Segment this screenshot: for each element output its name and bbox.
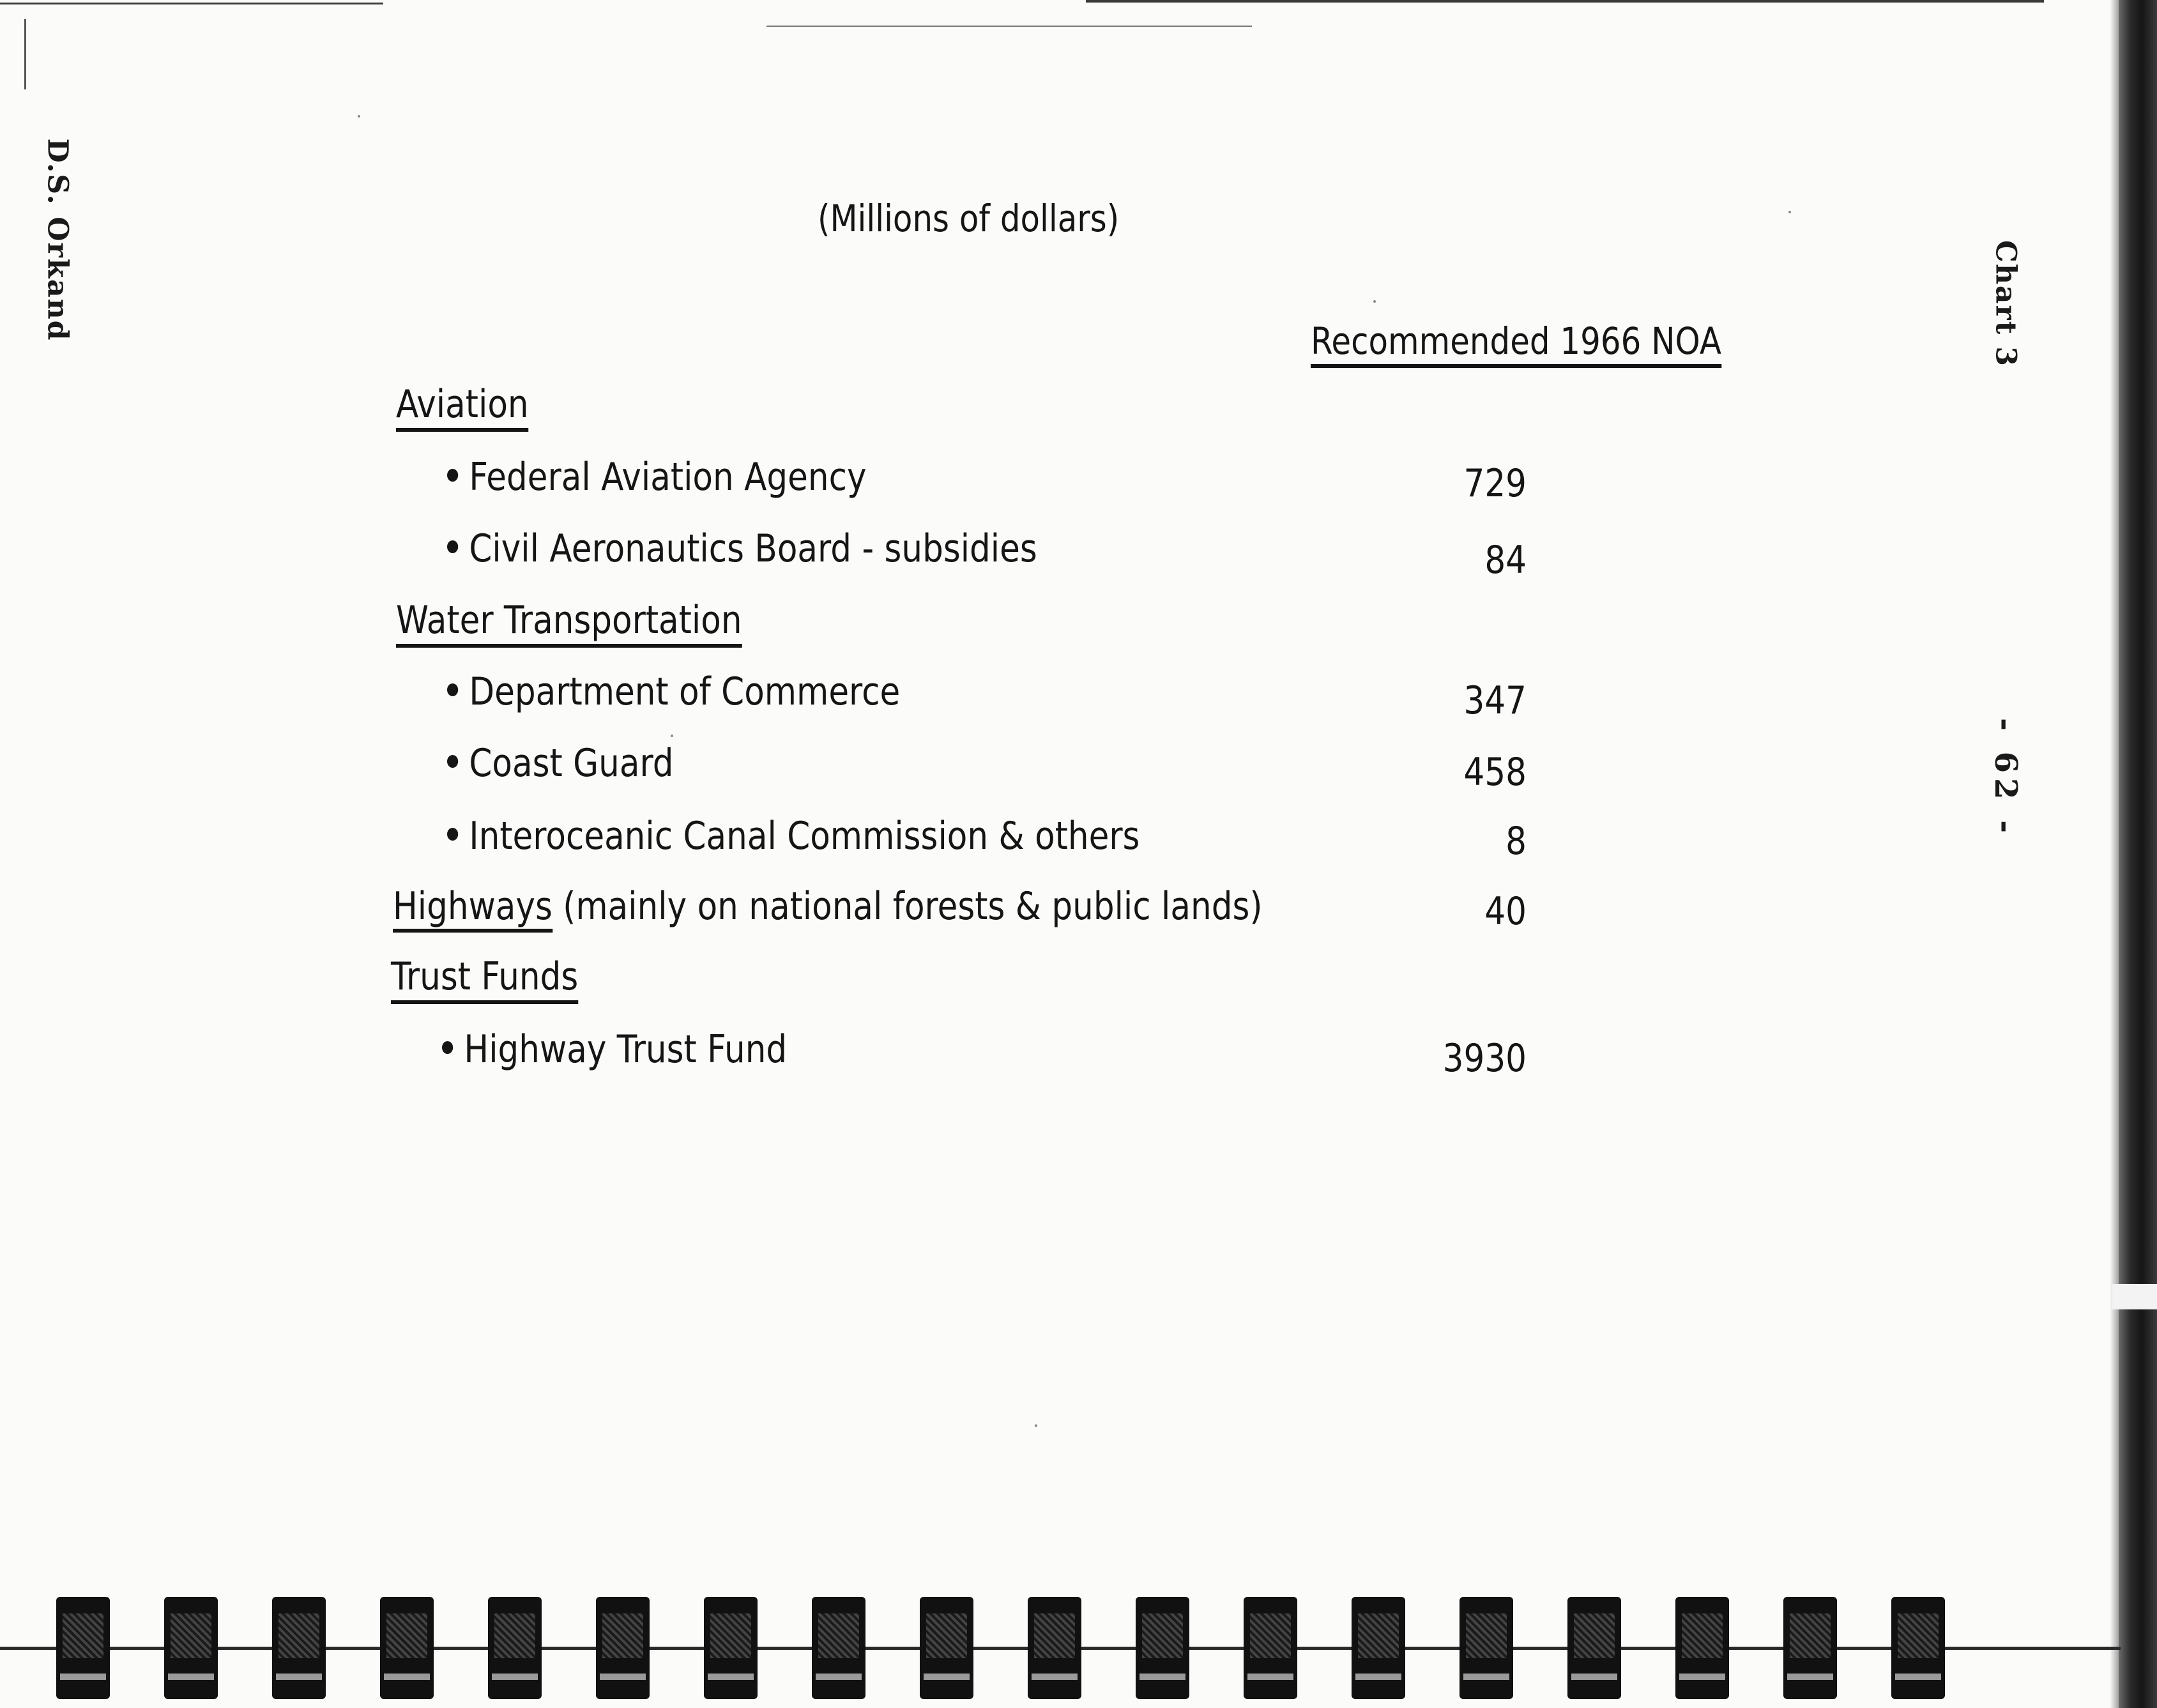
table-row (0, 669, 1597, 727)
bullet-icon (447, 755, 458, 768)
category-note: (mainly on national forests & public lands) (552, 884, 1263, 929)
binding-ring (1567, 1597, 1621, 1699)
left-edge-mark (24, 19, 26, 89)
binding-ring (164, 1597, 218, 1699)
binding-ring (920, 1597, 973, 1699)
bullet-icon (447, 540, 458, 553)
binding-ring (1675, 1597, 1729, 1699)
item-label (442, 1027, 787, 1072)
author-label: D.S. Orkand (41, 138, 74, 342)
item-label (447, 669, 900, 714)
category-label: Highways (393, 884, 553, 933)
binding-ring (488, 1597, 542, 1699)
table-row (0, 884, 1597, 942)
bullet-icon (447, 828, 458, 841)
bullet-icon (447, 469, 458, 482)
item-value: 729 (1463, 461, 1527, 506)
binding-ring (56, 1597, 110, 1699)
table-row (0, 455, 1597, 512)
chart-number-label: Chart 3 (1989, 240, 2022, 367)
item-value: 8 (1505, 819, 1527, 864)
column-header: Recommended 1966 NOA (1311, 319, 1721, 368)
binding-ring (704, 1597, 758, 1699)
top-edge-mark (1086, 0, 2044, 3)
top-edge-mark (0, 3, 383, 4)
scan-speck (1373, 300, 1376, 303)
binding-ring (1352, 1597, 1405, 1699)
item-label-text: Federal Aviation Agency (469, 455, 867, 499)
binding-ring (812, 1597, 865, 1699)
table-row (0, 814, 1597, 871)
item-label (447, 455, 867, 499)
page-number: - 62 - (1988, 717, 2024, 839)
item-value: 84 (1484, 538, 1527, 583)
binding-ring (1244, 1597, 1297, 1699)
units-title: (Millions of dollars) (818, 197, 1120, 240)
item-label-text: Department of Commerce (469, 669, 901, 714)
bullet-icon (442, 1041, 453, 1054)
item-label-text: Highway Trust Fund (464, 1027, 788, 1072)
top-edge-mark (766, 26, 1252, 27)
scan-speck (1788, 211, 1791, 213)
scan-speck (1035, 1424, 1037, 1427)
scan-speck (358, 115, 360, 118)
item-value: 40 (1484, 889, 1527, 934)
binding-ring (1028, 1597, 1081, 1699)
scan-speck (671, 735, 673, 737)
binding-ring (1783, 1597, 1837, 1699)
table-row (0, 382, 1597, 439)
spiral-binding (0, 1590, 2157, 1708)
category-label: Aviation (396, 382, 529, 432)
item-label-text: Interoceanic Canal Commission & others (469, 814, 1140, 858)
item-label-text: Coast Guard (469, 741, 674, 786)
item-value: 3930 (1442, 1036, 1527, 1081)
item-value: 347 (1463, 678, 1527, 723)
binding-ring (1136, 1597, 1189, 1699)
binding-edge (2119, 0, 2157, 1708)
binding-ring (380, 1597, 434, 1699)
table-row (0, 954, 1597, 1012)
table-row (0, 526, 1597, 584)
edge-notch (2112, 1284, 2157, 1309)
bullet-icon (447, 683, 458, 696)
binding-ring (272, 1597, 326, 1699)
item-label-text: Civil Aeronautics Board - subsidies (469, 526, 1037, 571)
binding-ring (596, 1597, 650, 1699)
item-label (447, 741, 674, 786)
category-inline-label (393, 884, 1262, 929)
table-row (0, 1027, 1597, 1085)
table-row (0, 741, 1597, 798)
table-row (0, 598, 1597, 655)
binding-ring (1891, 1597, 1945, 1699)
item-value: 458 (1463, 750, 1527, 795)
item-label (447, 814, 1139, 858)
item-label (447, 526, 1037, 571)
category-label: Water Transportation (396, 598, 742, 648)
category-label: Trust Funds (391, 954, 578, 1004)
binding-ring (1460, 1597, 1513, 1699)
